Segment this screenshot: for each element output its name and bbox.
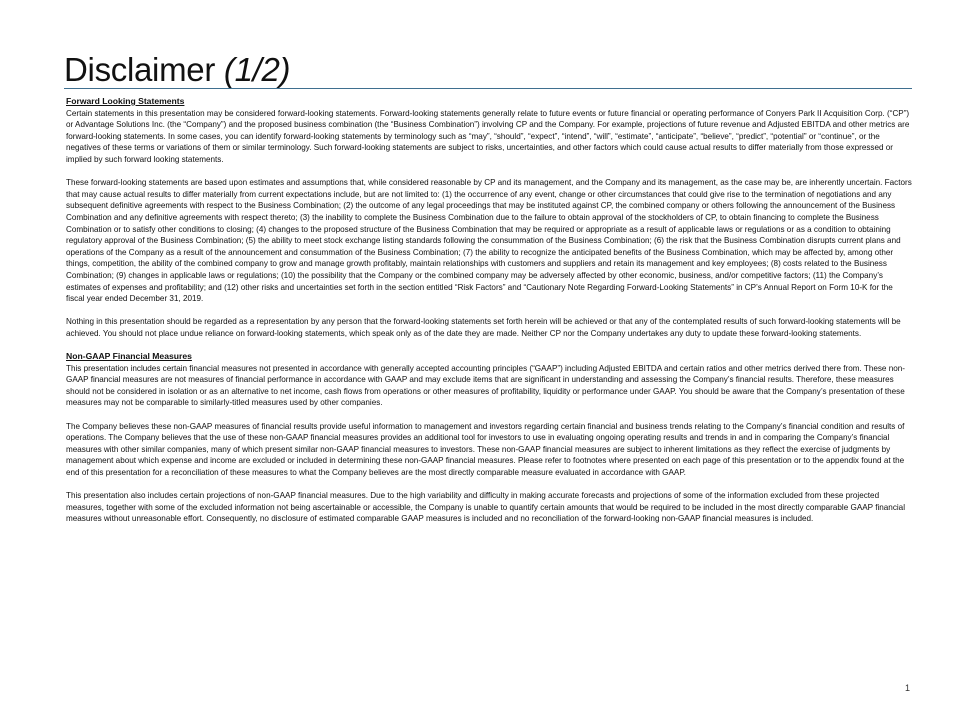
paragraph: This presentation also includes certain projections of non-GAAP financial measures. Due to the high variability and difficulty in making accurate forecasts and projections of some of the information excluded from these projected measures, together with some of the excluded information not being ascertainable or accessible, the Company is unable to quantify certain amounts that would be required to be included in the most directly comparable GAAP financial measures without unreasonable effort. Consequently, no disclosure of estimated comparable GAAP measures is included and no reconciliation of the forward-looking non-GAAP financial measures is included.: [66, 491, 906, 524]
section-heading-forward-looking: Forward Looking Statements: [66, 96, 185, 106]
title-main: Disclaimer: [64, 51, 216, 88]
page-title: [64, 50, 290, 90]
paragraph: This presentation includes certain financial measures not presented in accordance with generally accepted accounting principles (“GAAP”) including Adjusted EBITDA and certain ratios and other metrics derived there from. These non-GAAP financial measures are not measures of financial performance in accordance with GAAP and may exclude items that are significant in understanding and assessing the Company’s financial results. Therefore, these measures should not be considered in isolation or as an alternative to net income, cash flows from operations or other measures of profitability, liquidity or performance under GAAP. You should be aware that the Company’s presentation of these measures may not be comparable to similarly-titled measures used by other companies.: [66, 363, 905, 408]
title-sub: (1/2): [223, 51, 291, 88]
disclaimer-body: [66, 96, 912, 537]
title-divider: [64, 88, 912, 89]
paragraph: Certain statements in this presentation may be considered forward-looking statements. Forward-looking statements generally relate to future events or future financial or operating performance of Conyers Park II Acquisition Corp. (“CP”) or Advantage Solutions Inc. (the “Company”) and the proposed business combination (the “Business Combination”) involving CP and the Company. For example, projections of future revenue and Adjusted EBITDA and other metrics are forward-looking statements. In some cases, you can identify forward-looking statements by terminology such as “may”, “should”, “expect”, “intend”, “will”, “estimate”, “anticipate”, “believe”, “predict”, “potential” or “continue”, or the negatives of these terms or variations of them or similar terminology. Such forward-looking statements are subject to risks, uncertainties, and other factors which could cause actual results to differ materially from those expressed or implied by such forward looking statements.: [66, 108, 910, 164]
paragraph: These forward-looking statements are based upon estimates and assumptions that, while considered reasonable by CP and its management, and the Company and its management, as the case may be, are inherently uncertain. Factors that may cause actual results to differ materially from current expectations include, but are not limited to: (1) the occurrence of any event, change or other circumstances that could give rise to the termination of negotiations and any subsequent definitive agreements with respect to the Business Combination; (2) the outcome of any legal proceedings that may be instituted against CP, the combined company or others following the announcement of the Business Combination and any definitive agreements with respect thereto; (3) the inability to complete the Business Combination due to the failure to obtain approval of the stockholders of CP, to obtain financing to complete the Business Combination or to satisfy other conditions to closing; (4) changes to the proposed structure of the Business Combination that may be required or appropriate as a result of applicable laws or regulations or as a condition to obtaining regulatory approval of the Business Combination; (5) the ability to meet stock exchange listing standards following the consummation of the Business Combination; (6) the risk that the Business Combination disrupts current plans and operations of the Company as a result of the announcement and consummation of the Business Combination; (7) the ability to recognize the anticipated benefits of the Business Combination, which may be affected by, among other things, competition, the ability of the combined company to grow and manage growth profitably, maintain relationships with customers and suppliers and retain its management and key employees; (8) costs related to the Business Combination; (9) changes in applicable laws or regulations; (10) the possibility that the Company or the combined company may be adversely affected by other economic, business, and/or competitive factors; (11) the Company’s estimates of expenses and profitability; and (12) other risks and uncertainties set forth in the section entitled “Risk Factors” and “Cautionary Note Regarding Forward-Looking Statements” in CP’s Annual Report on Form 10-K for the fiscal year ended December 31, 2019.: [66, 178, 912, 304]
page-number: 1: [904, 683, 910, 693]
paragraph: The Company believes these non-GAAP measures of financial results provide useful information to management and investors regarding certain financial and business trends relating to the Company’s financial condition and results of operations. The Company believes that the use of these non-GAAP financial measures provides an additional tool for investors to use in evaluating ongoing operating results and trends in and in comparing the Company’s financial measures with other similar companies, many of which present similar non-GAAP financial measures to investors. These non-GAAP financial measures are subject to inherent limitations as they reflect the exercise of judgments by management about which expense and income are excluded or included in determining these non-GAAP financial measures. Please refer to footnotes where presented on each page of this presentation or to the appendix found at the end of this presentation for a reconciliation of these measures to what the Company believes are the most directly comparable measure evaluated in accordance with GAAP.: [66, 421, 905, 477]
section-heading-non-gaap: Non-GAAP Financial Measures: [66, 351, 192, 362]
paragraph: Nothing in this presentation should be regarded as a representation by any person that the forward-looking statements set forth herein will be achieved or that any of the contemplated results of such forward-looking statements will be achieved. You should not place undue reliance on forward-looking statements, which speak only as of the date they are made. Neither CP nor the Company undertakes any duty to update these forward-looking statements.: [66, 317, 901, 338]
